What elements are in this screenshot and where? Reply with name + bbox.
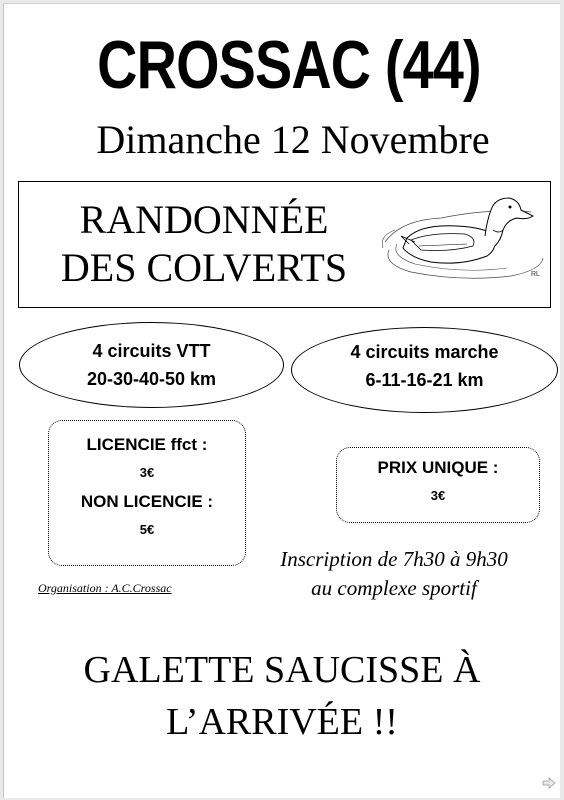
flyer-page — [3, 3, 560, 798]
footer-line-1: GALETTE SAUCISSE À — [83, 649, 481, 691]
marche-circuits-distances: 6-11-16-21 km — [365, 370, 484, 390]
inscription-info — [236, 545, 552, 603]
licencie-price-box — [48, 420, 246, 566]
inscription-place: au complexe sportif — [311, 576, 477, 600]
event-name-line-1: RANDONNÉE — [79, 197, 329, 242]
prix-unique-box — [336, 447, 540, 523]
inscription-time: Inscription de 7h30 à 9h30 — [280, 547, 508, 571]
prix-unique-label: PRIX UNIQUE : — [377, 458, 499, 477]
footer-line-2: L’ARRIVÉE !! — [166, 701, 398, 743]
event-name-box — [18, 181, 551, 308]
non-licencie-price: 5€ — [139, 522, 155, 537]
vtt-circuits-distances: 20-30-40-50 km — [86, 369, 217, 389]
page-title: CROSSAC (44) — [97, 27, 481, 103]
non-licencie-label: NON LICENCIE : — [80, 492, 214, 511]
svg-text:RL: RL — [531, 271, 540, 278]
vtt-circuits-count: 4 circuits VTT — [92, 341, 211, 361]
next-page-arrow-icon[interactable] — [542, 776, 556, 790]
licencie-label: LICENCIE ffct : — [86, 435, 208, 454]
duck-icon — [381, 190, 546, 286]
event-name-line-2: DES COLVERTS — [60, 245, 348, 290]
marche-circuits-oval — [291, 327, 558, 413]
licencie-price: 3€ — [139, 465, 155, 480]
organisation-credit: Organisation : A.C.Crossac — [38, 581, 172, 595]
footer-announcement — [4, 644, 560, 748]
event-date: Dimanche 12 Novembre — [96, 117, 490, 162]
prix-unique-price: 3€ — [430, 488, 446, 503]
marche-circuits-count: 4 circuits marche — [350, 342, 499, 362]
vtt-circuits-oval — [19, 322, 284, 408]
